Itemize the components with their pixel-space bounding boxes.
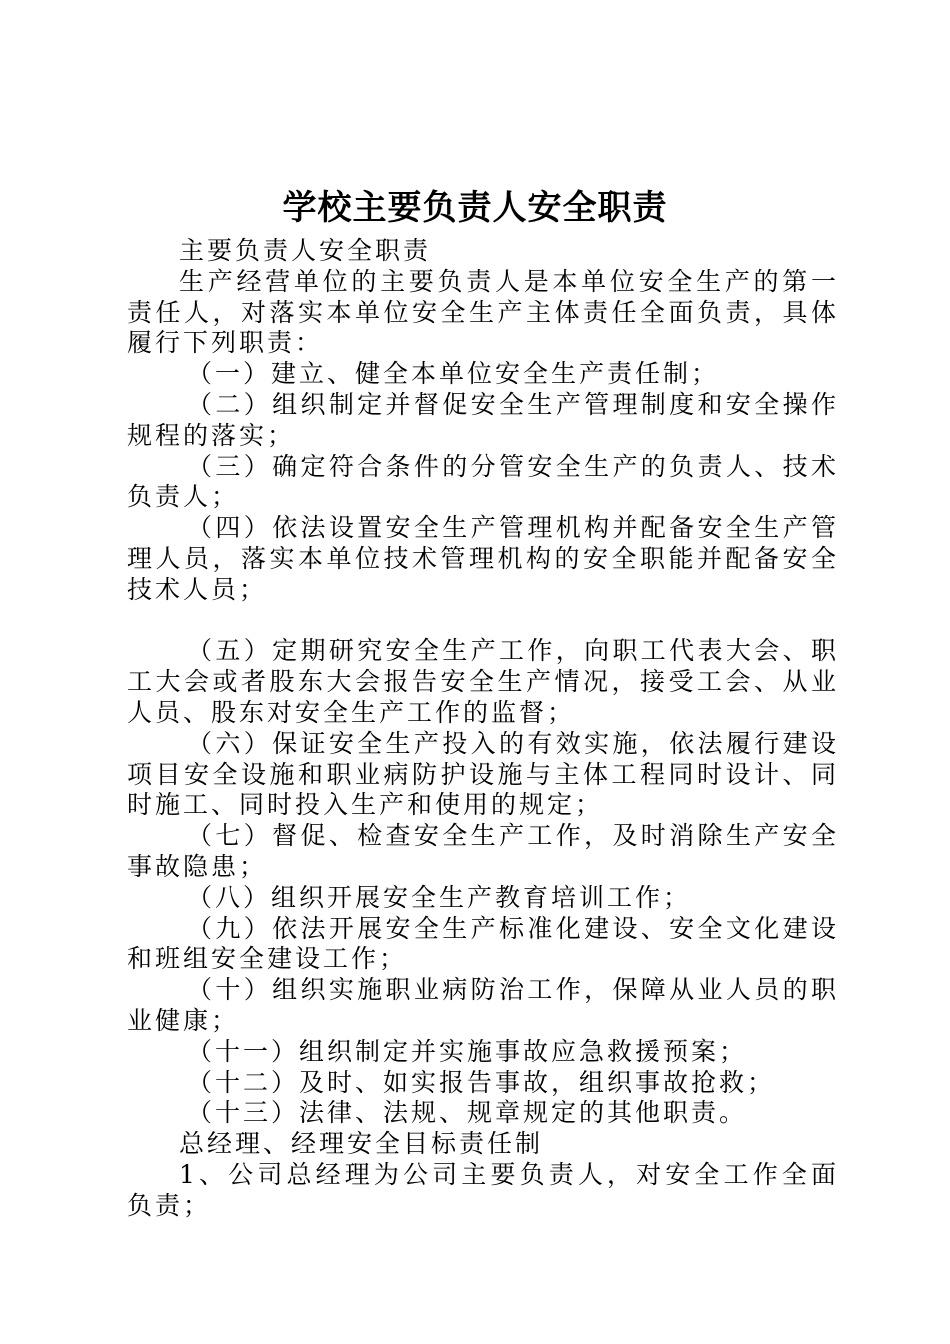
duty-item: （十一）组织制定并实施事故应急救援预案； bbox=[187, 1036, 748, 1066]
blank-line bbox=[127, 606, 839, 637]
section-heading: 总经理、经理安全目标责任制 bbox=[179, 1129, 544, 1159]
duty-item: （九）依法开展安全生产标准化建设、安全文化建设和班组安全建设工作； bbox=[127, 913, 839, 974]
duty-item: （十三）法律、法规、规章规定的其他职责。 bbox=[187, 1098, 748, 1128]
duty-item: （三）确定符合条件的分管安全生产的负责人、技术负责人； bbox=[127, 451, 839, 512]
document-body bbox=[127, 236, 839, 1222]
document-title: 学校主要负责人安全职责 bbox=[282, 188, 668, 228]
body-paragraph: 1、公司总经理为公司主要负责人，对安全工作全面负责； bbox=[127, 1159, 839, 1220]
duty-item: （八）组织开展安全生产教育培训工作； bbox=[187, 882, 692, 912]
duty-item: （十二）及时、如实报告事故，组织事故抢救； bbox=[187, 1067, 776, 1097]
body-paragraph: 生产经营单位的主要负责人是本单位安全生产的第一责任人，对落实本单位安全生产主体责任全面负责，具体履行下列职责： bbox=[127, 266, 839, 358]
duty-item: （五）定期研究安全生产工作，向职工代表大会、职工大会或者股东大会报告安全生产情况，接受工会、从业人员、股东对安全生产工作的监督； bbox=[127, 636, 839, 727]
duty-item: （七）督促、检查安全生产工作，及时消除生产安全事故隐患； bbox=[127, 821, 839, 881]
duty-item: （四）依法设置安全生产管理机构并配备安全生产管理人员，落实本单位技术管理机构的安全职能并配备安全技术人员； bbox=[127, 513, 839, 604]
duty-item: （二）组织制定并督促安全生产管理制度和安全操作规程的落实； bbox=[127, 389, 839, 450]
duty-item: （一）建立、健全本单位安全生产责任制； bbox=[187, 359, 720, 389]
duty-item: （十）组织实施职业病防治工作，保障从业人员的职业健康； bbox=[127, 975, 839, 1035]
duty-item: （六）保证安全生产投入的有效实施，依法履行建设项目安全设施和职业病防护设施与主体工程同时设计、同时施工、同时投入生产和使用的规定； bbox=[127, 728, 839, 820]
section-heading: 主要负责人安全职责 bbox=[179, 236, 432, 265]
